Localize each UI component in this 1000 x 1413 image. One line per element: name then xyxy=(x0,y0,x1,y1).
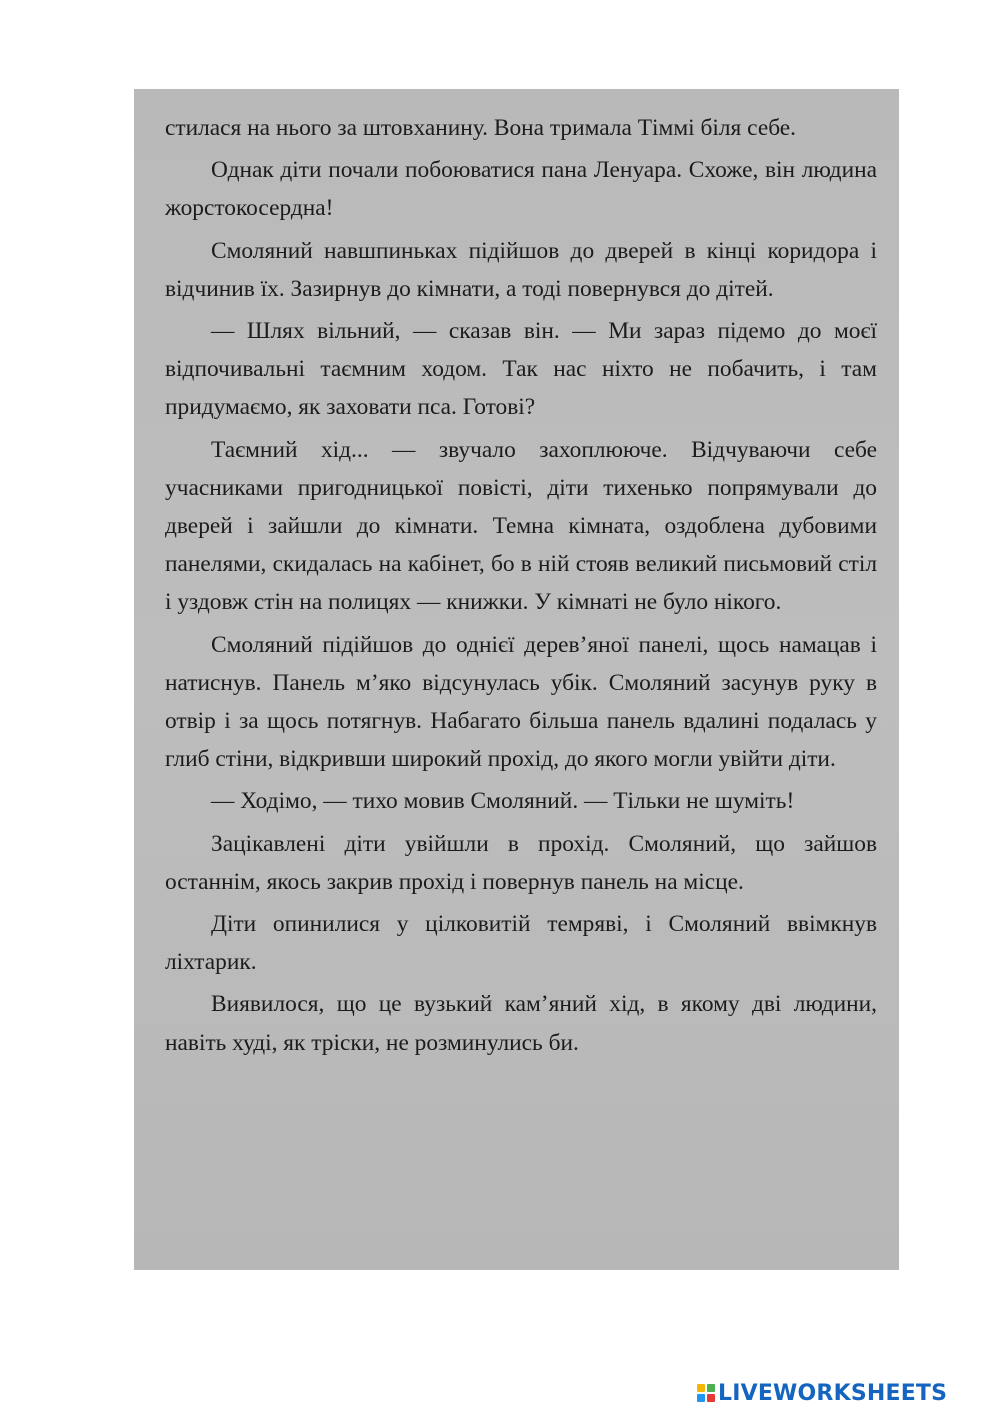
paragraph: Виявилося, що це вузький кам’яний хід, в якому дві людини, навіть худі, як тріски, не розминулись би. xyxy=(165,991,877,1056)
page-body-text xyxy=(165,109,877,1066)
paragraph: — Шлях вільний, — сказав він. — Ми зараз підемо до моєї відпочивальні таємним ходом. Так нас ніхто не побачить, і там придумаємо, як заховати пса. Готові? xyxy=(165,318,877,421)
liveworksheets-logo-icon xyxy=(697,1384,715,1402)
paragraph: Однак діти почали побоюватися пана Ленуара. Схоже, він людина жорстокосердна! xyxy=(165,157,877,222)
logo-square-yellow xyxy=(697,1384,705,1392)
logo-square-green xyxy=(707,1384,715,1392)
liveworksheets-logo xyxy=(697,1380,947,1406)
paragraph: — Ходімо, — тихо мовив Смоляний. — Тільки не шуміть! xyxy=(211,788,795,815)
logo-square-blue xyxy=(697,1394,705,1402)
paragraph: Таємний хід... — звучало захоплююче. Відчуваючи себе учасниками пригодницької повісті, діти тихенько попрямували до дверей і зайшли до кімнати. Темна кімната, оздоблена дубовими панелями, скидалась на кабінет, бо в ній стояв великий письмовий стіл і уздовж стін на полицях — книжки. У кімнаті не було нікого. xyxy=(165,436,877,616)
paragraph: Діти опинилися у цілковитій темряві, і Смоляний ввімкнув ліхтарик. xyxy=(165,911,877,976)
logo-square-red xyxy=(707,1394,715,1402)
paragraph: стилася на нього за штовханину. Вона тримала Тіммі біля себе. xyxy=(165,115,797,141)
paragraph: Смоляний підійшов до однієї дерев’яної панелі, щось намацав і натиснув. Панель м’яко відсунулась убік. Смоляний засунув руку в отвір і за щось потягнув. Набагато більша панель вдалині подалась у глиб стіни, відкривши широкий прохід, до якого могли увійти діти. xyxy=(165,631,877,773)
liveworksheets-wordmark: LIVEWORKSHEETS xyxy=(718,1380,948,1406)
scanned-book-page xyxy=(134,89,899,1270)
paragraph: Смоляний навшпиньках підійшов до дверей в кінці коридора і відчинив їх. Зазирнув до кімнати, а тоді повернувся до дітей. xyxy=(165,237,877,302)
paragraph: Зацікавлені діти увійшли в прохід. Смоляний, що зайшов останнім, якось закрив прохід і повернув панель на місце. xyxy=(165,830,877,895)
